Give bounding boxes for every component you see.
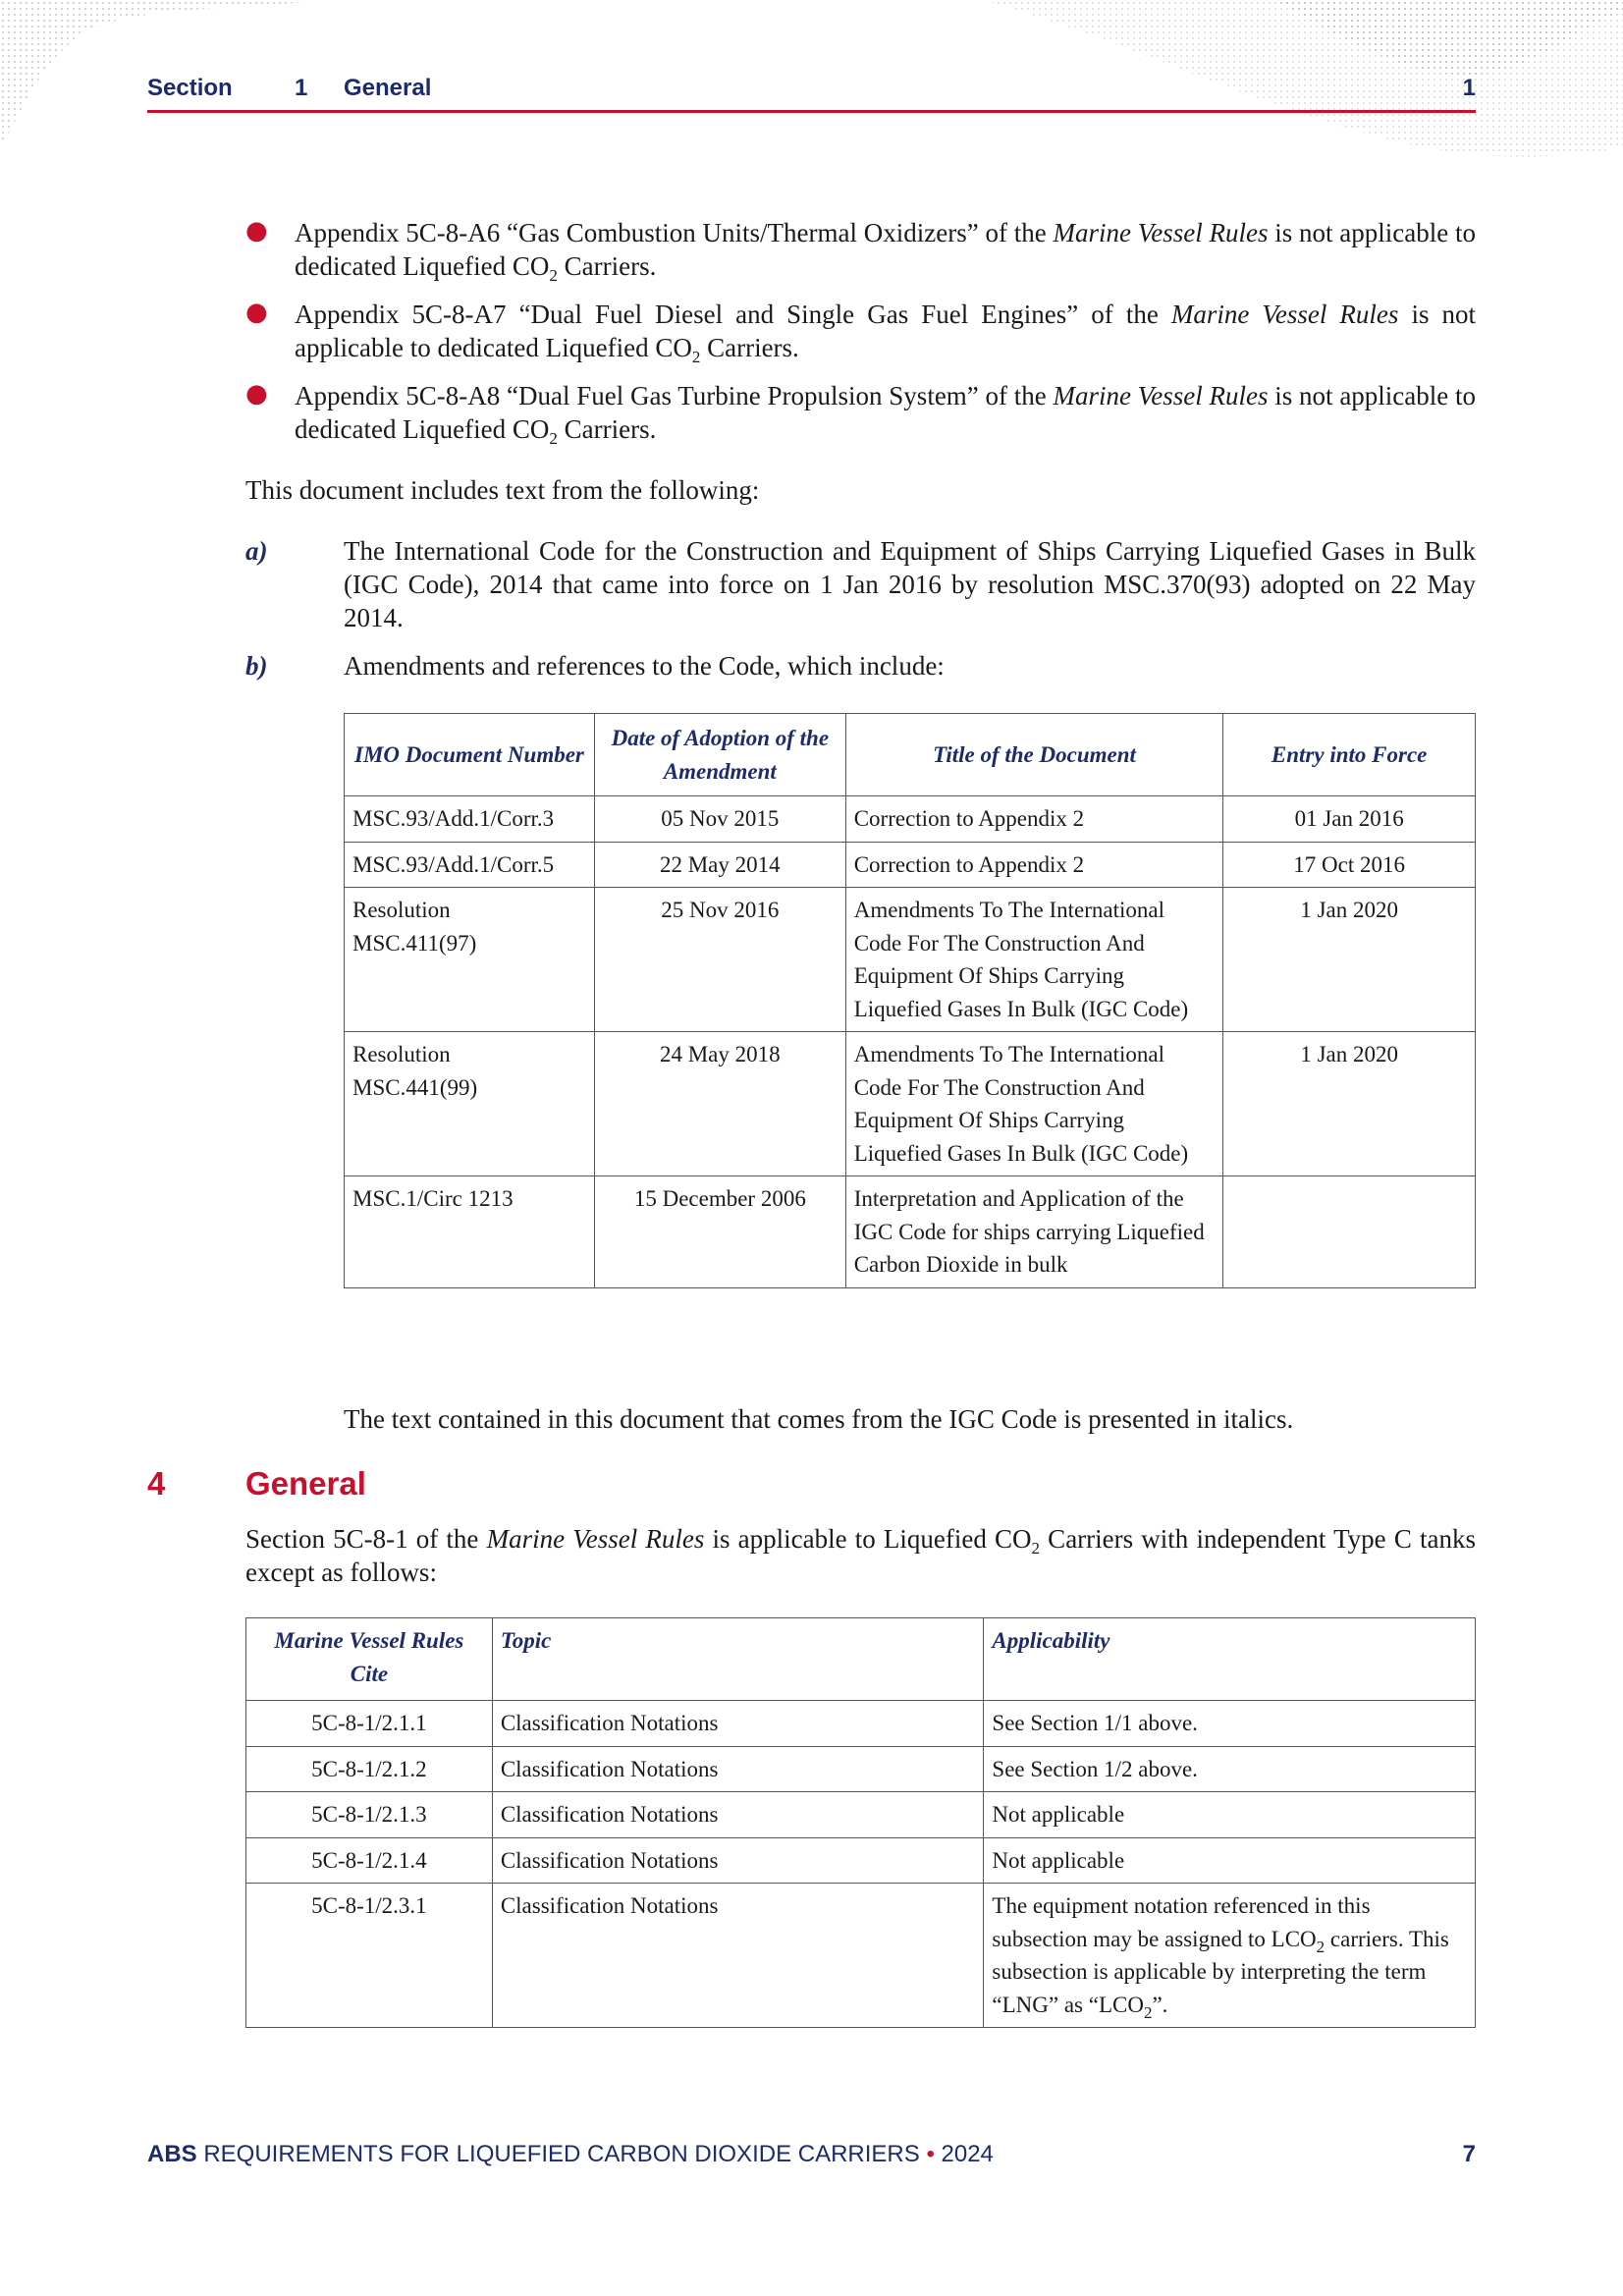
table-row	[345, 842, 1476, 888]
running-footer	[147, 2141, 1476, 2176]
table-cell: 25 Nov 2016	[594, 888, 845, 1032]
table-cell: 5C-8-1/2.1.3	[246, 1792, 493, 1838]
table-cell: 5C-8-1/2.1.2	[246, 1746, 493, 1792]
table-row	[246, 1884, 1476, 2028]
table-cell: Amendments To The International Code For The Construction And Equipment Of Ships Carrying Liquefied Gases In Bulk (IGC Code)	[845, 888, 1223, 1032]
section-heading: General	[245, 1465, 366, 1502]
bullet-item: Appendix 5C-8-A7 “Dual Fuel Diesel and Single Gas Fuel Engines” of the Marine Vessel Rules is not applicable to dedicated Liquefied $CO_2$ Carriers.	[295, 300, 1477, 366]
table-cell: Classification Notations	[492, 1837, 984, 1884]
column-header: Title of the Document	[845, 714, 1223, 796]
intro-paragraph: This document includes text from the following:	[245, 475, 760, 505]
table-cell: 17 Oct 2016	[1223, 842, 1476, 888]
bullet-dot-icon: ●	[245, 298, 268, 327]
table-cell: 24 May 2018	[594, 1032, 845, 1176]
bullet-item: Appendix 5C-8-A6 “Gas Combustion Units/Thermal Oxidizers” of the Marine Vessel Rules is not applicable to dedicated Liquefied $CO_2$ Carriers.	[295, 218, 1476, 285]
table-cell: 05 Nov 2015	[594, 796, 845, 843]
table-cell: 5C-8-1/2.1.4	[246, 1837, 493, 1884]
table-cell: 15 December 2006	[594, 1176, 845, 1288]
bullet-dot-icon: ●	[245, 379, 268, 409]
table-cell: 01 Jan 2016	[1223, 796, 1476, 843]
table-cell: MSC.93/Add.1/Corr.5	[345, 842, 595, 888]
table-row	[345, 1176, 1476, 1288]
table-cell: MSC.93/Add.1/Corr.3	[345, 796, 595, 843]
table-cell: MSC.1/Circ 1213	[345, 1176, 595, 1288]
bullet-dot-icon: ●	[245, 216, 268, 246]
column-header: Date of Adoption of the Amendment	[594, 714, 845, 796]
list-label: a)	[245, 536, 268, 566]
bullet-item: Appendix 5C-8-A8 “Dual Fuel Gas Turbine Propulsion System” of the Marine Vessel Rules is not applicable to dedicated Liquefied $CO_2$ Carriers.	[295, 381, 1477, 448]
table-cell: Correction to Appendix 2	[845, 796, 1223, 843]
amendments-table	[344, 713, 1476, 1288]
footer-brand: ABS	[147, 2141, 197, 2167]
table-cell: Classification Notations	[492, 1746, 984, 1792]
column-header: Applicability	[984, 1618, 1476, 1701]
table-row	[345, 1032, 1476, 1176]
table-cell	[1223, 1176, 1476, 1288]
table-cell: Correction to Appendix 2	[845, 842, 1223, 888]
table-cell: 1 Jan 2020	[1223, 1032, 1476, 1176]
table-cell: See Section 1/2 above.	[984, 1746, 1476, 1792]
table-cell: 22 May 2014	[594, 842, 845, 888]
table-header-row	[345, 714, 1476, 796]
column-header: Topic	[492, 1618, 984, 1701]
table-cell: Classification Notations	[492, 1792, 984, 1838]
rules-applicability-table	[245, 1617, 1476, 2028]
header-section-title: General	[344, 75, 432, 101]
table-header-row	[246, 1618, 1476, 1701]
table-cell: Classification Notations	[492, 1701, 984, 1747]
table-cell: Resolution MSC.441(99)	[345, 1032, 595, 1176]
table-cell: Interpretation and Application of the IGC Code for ships carrying Liquefied Carbon Dioxide in bulk	[845, 1176, 1223, 1288]
running-header	[147, 75, 1476, 114]
table-cell: The equipment notation referenced in this subsection may be assigned to $LCO_2$ carriers. This subsection is applicable by interpreting the term “LNG” as “$LCO_2$”.	[984, 1884, 1476, 2028]
column-header: IMO Document Number	[345, 714, 595, 796]
header-rule	[147, 110, 1476, 113]
list-item-text: The International Code for the Construction and Equipment of Ships Carrying Liquefied Gases in Bulk (IGC Code), 2014 that came into force on 1 Jan 2016 by resolution MSC.370(93) adopted on 22 May 2014.	[344, 536, 1476, 632]
footer-page-number: 7	[1462, 2141, 1476, 2167]
column-header: Entry into Force	[1223, 714, 1476, 796]
table-cell: Amendments To The International Code For The Construction And Equipment Of Ships Carrying Liquefied Gases In Bulk (IGC Code)	[845, 1032, 1223, 1176]
footer-year: 2024	[934, 2141, 994, 2167]
table-row	[246, 1792, 1476, 1838]
footer-separator: •	[926, 2141, 935, 2167]
table-cell: 5C-8-1/2.3.1	[246, 1884, 493, 2028]
table-cell: Not applicable	[984, 1792, 1476, 1838]
table-cell: 1 Jan 2020	[1223, 888, 1476, 1032]
table-row	[246, 1837, 1476, 1884]
table-cell: Classification Notations	[492, 1884, 984, 2028]
header-section-label: Section	[147, 75, 233, 101]
table-cell: 5C-8-1/2.1.1	[246, 1701, 493, 1747]
table-cell: See Section 1/1 above.	[984, 1701, 1476, 1747]
table-row	[345, 796, 1476, 843]
column-header: Marine Vessel Rules Cite	[246, 1618, 493, 1701]
section-paragraph: Section 5C-8-1 of the Marine Vessel Rules is applicable to Liquefied $CO_2$ Carriers with independent Type C tanks except as follows:	[245, 1524, 1476, 1587]
table-row	[246, 1746, 1476, 1792]
table-cell: Resolution MSC.411(97)	[345, 888, 595, 1032]
list-label: b)	[245, 651, 268, 681]
footer-title: REQUIREMENTS FOR LIQUEFIED CARBON DIOXIDE CARRIERS	[196, 2141, 927, 2167]
header-section-number: 1	[295, 75, 308, 101]
table-cell: Not applicable	[984, 1837, 1476, 1884]
italics-note: The text contained in this document that comes from the IGC Code is presented in italics.	[344, 1404, 1294, 1434]
list-item-text: Amendments and references to the Code, which include:	[344, 651, 945, 681]
table-row	[345, 888, 1476, 1032]
header-page-number: 1	[1462, 75, 1476, 101]
section-number: 4	[147, 1465, 166, 1502]
table-row	[246, 1701, 1476, 1747]
